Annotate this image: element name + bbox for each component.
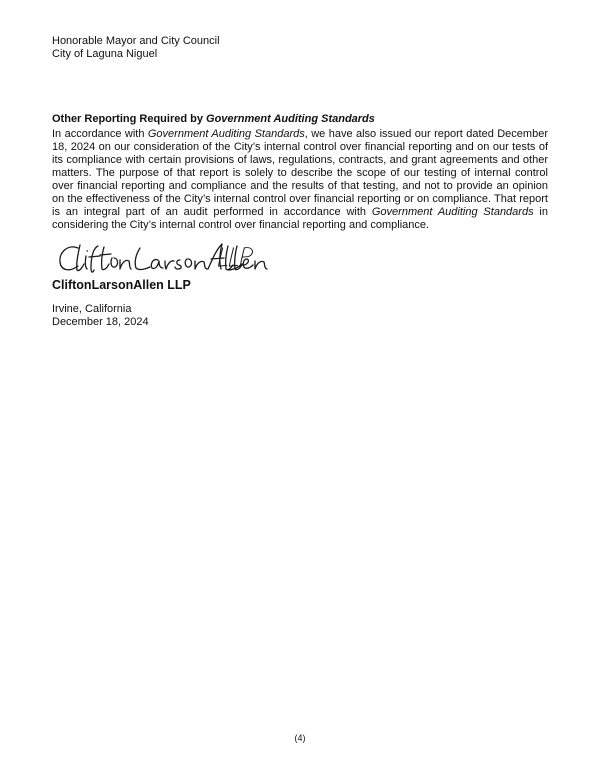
addressee-line-city: City of Laguna Niguel — [52, 48, 158, 60]
section-heading-standards: Government Auditing Standards — [206, 113, 375, 125]
section-heading — [52, 113, 375, 126]
section-paragraph — [52, 128, 548, 232]
page-number: (4) — [294, 733, 306, 743]
paragraph-standards-2: Government Auditing Standards — [371, 206, 534, 218]
paragraph-text-3: in considering the City’s internal control over financial reporting and compliance. — [52, 206, 548, 231]
paragraph-text-1: In accordance with — [52, 128, 148, 140]
section-heading-text: Other Reporting Required by — [52, 113, 207, 125]
report-date: December 18, 2024 — [52, 316, 149, 328]
paragraph-standards-1: Government Auditing Standards — [147, 128, 305, 140]
paragraph-text-2: , we have also issued our report dated December 18, 2024 on our consideration of the City’s internal control over financial reporting and on our tests of its compliance with certain provisions of laws, regulations, contracts, and grant agreements and other matters. The purpose of that report is solely to describe the scope of our testing of internal control over financial reporting and compliance and the results of that testing, and not to provide an opinion on the effectiveness of the City’s internal control over financial reporting or on compliance. That report is an integral part of an audit performed in accordance with — [52, 128, 548, 218]
addressee-block — [52, 35, 220, 61]
firm-name: CliftonLarsonAllen LLP — [52, 278, 191, 292]
location-date-block — [52, 303, 149, 329]
signature-suffix-llp — [216, 244, 266, 270]
location-city: Irvine, California — [52, 303, 132, 315]
addressee-line-council: Honorable Mayor and City Council — [52, 35, 220, 47]
